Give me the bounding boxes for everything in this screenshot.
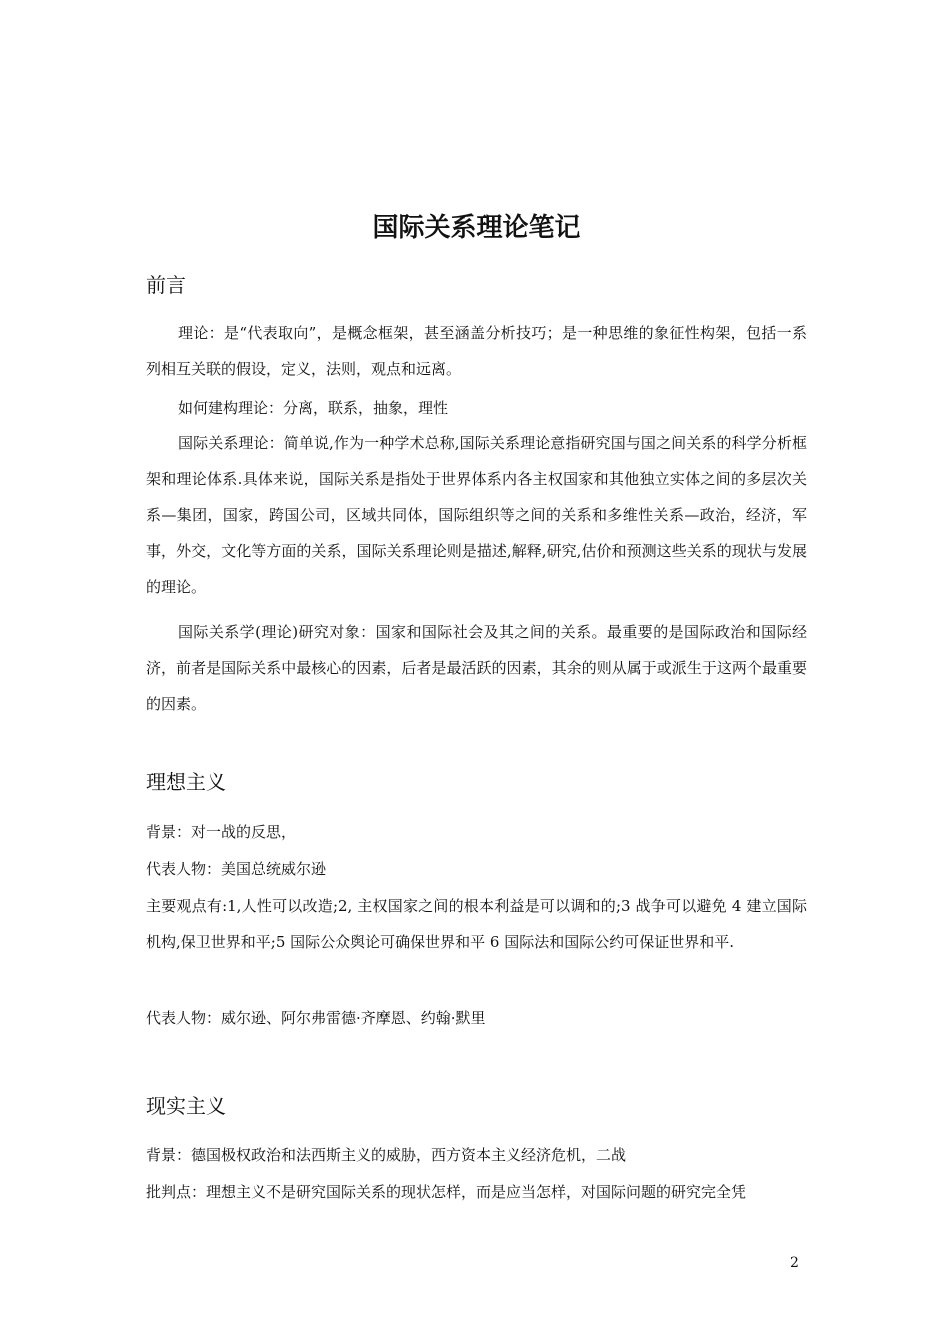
section-heading-realism: 现实主义 [146,1094,226,1118]
idealism-paragraph-4: 代表人物：威尔逊、阿尔弗雷德·齐摩恩、约翰·默里 [146,1009,486,1027]
preface-paragraph-2: 如何建构理论：分离，联系，抽象，理性 [178,399,449,417]
preface-paragraph-1: 理论：是“代表取向”，是概念框架，甚至涵盖分析技巧；是一种思维的象征性构架，包括一系列相互关联的假设，定义，法则，观点和远离。 [146,324,807,378]
idealism-paragraph-2: 代表人物：美国总统威尔逊 [146,860,327,878]
section-heading-idealism: 理想主义 [146,770,226,794]
preface-paragraph-4: 国际关系学(理论)研究对象：国家和国际社会及其之间的关系。最重要的是国际政治和国际经济，前者是国际关系中最核心的因素，后者是最活跃的因素，其余的则从属于或派生于这两个最重要的因素。 [146,623,807,713]
section-heading-preface: 前言 [146,273,186,297]
preface-paragraph-3: 国际关系理论：简单说,作为一种学术总称,国际关系理论意指研究国与国之间关系的科学分析框架和理论体系.具体来说，国际关系是指处于世界体系内各主权国家和其他独立实体之间的多层次关系—集团，国家，跨国公司，区域共同体，国际组织等之间的关系和多维性关系—政治，经济，军事，外交，文化等方面的关系，国际关系理论则是描述,解释,研究,估价和预测这些关系的现状与发展的理论。 [146,434,807,596]
realism-paragraph-1: 背景：德国极权政治和法西斯主义的威胁，西方资本主义经济危机，二战 [146,1146,627,1164]
document-title: 国际关系理论笔记 [372,213,581,243]
page-number: 2 [790,1255,799,1271]
idealism-paragraph-3: 主要观点有:1,人性可以改造;2, 主权国家之间的根本利益是可以调和的;3 战争可以避免 4 建立国际机构,保卫世界和平;5 国际公众舆论可确保世界和平 6 国际法和国际公约可保证世界和平. [146,897,807,951]
realism-paragraph-2: 批判点：理想主义不是研究国际关系的现状怎样，而是应当怎样，对国际问题的研究完全凭 [146,1183,747,1201]
idealism-paragraph-1: 背景：对一战的反思， [146,823,297,841]
